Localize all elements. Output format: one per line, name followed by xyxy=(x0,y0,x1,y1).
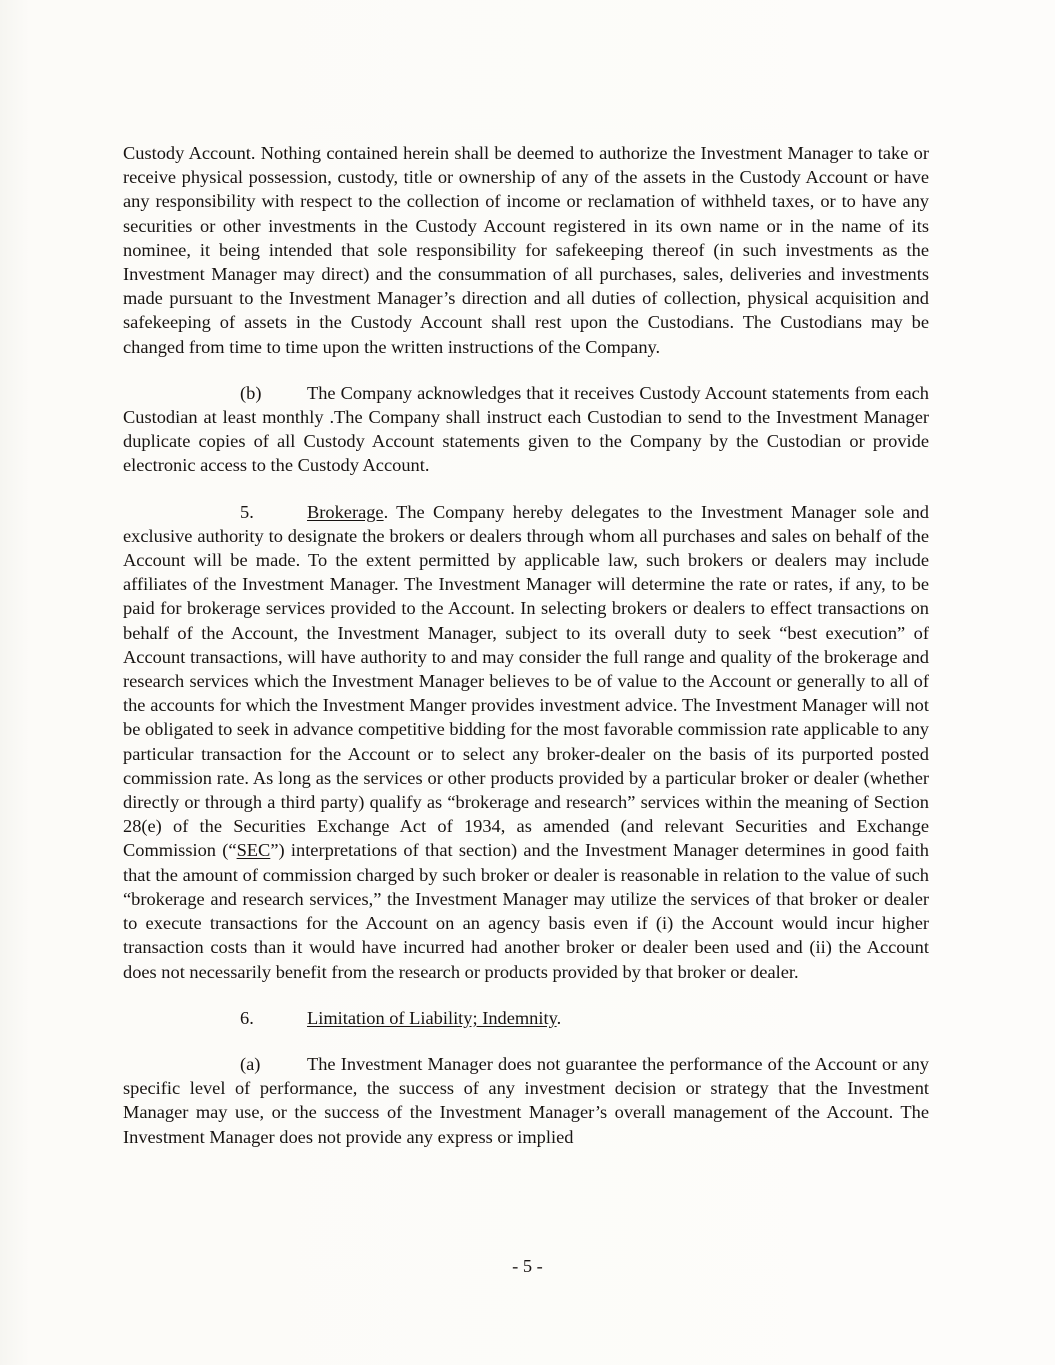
sec-abbreviation-underlined: SEC xyxy=(236,840,271,861)
page-number: - 5 - xyxy=(512,1256,543,1276)
paragraph-text: The Investment Manager does not guarantee the performance of the Account or any specific level of performance, the success of any investment decision or strategy that the Investment Manager may use, or the success of the Investment Manager’s overall management of the Account. The Investment Manager does not provide any express or implied xyxy=(123,1053,929,1147)
section-6-heading-paragraph xyxy=(123,1006,929,1030)
paragraph-text: ”) interpretations of that section) and the Investment Manager determines in good faith that the amount of commission charged by such broker or dealer is reasonable in relation to the value of such “brokerage and research services,” the Investment Manager may utilize the services of that broker or dealer to execute transactions for the Account on an agency basis even if (i) the Account would incur higher transaction costs than it would have incurred had another broker or dealer been used and (ii) the Account does not necessarily benefit from the research or products provided by that broker or dealer. xyxy=(123,840,929,982)
section-number: 6. xyxy=(240,1007,254,1028)
list-item-label: (b) xyxy=(240,382,262,403)
paragraph-text: . xyxy=(556,1007,562,1028)
list-item-label: (a) xyxy=(240,1053,261,1074)
section-heading-brokerage: Brokerage xyxy=(307,501,384,522)
section-5-brokerage-paragraph xyxy=(123,500,929,984)
paragraph-text: . The Company hereby delegates to the Investment Manager sole and exclusive authority to designate the brokers or dealers through whom all purchases and sales on behalf of the Account will be made. To the extent permitted by applicable law, such brokers or dealers may include affiliates of the Investment Manager. The Investment Manager will determine the rate or rates, if any, to be paid for brokerage services provided to the Account. In selecting brokers or dealers to effect transactions on behalf of the Account, the Investment Manager, subject to its overall duty to seek “best execution” of Account transactions, will have authority to and may consider the full range and quality of the brokerage and research services which the Investment Manager believes to be of value to the Account or generally to all of the accounts for which the Investment Manger provides investment advice. The Investment Manager will not be obligated to seek in advance competitive bidding for the most favorable commission rate applicable to any particular transaction for the Account or to select any broker-dealer on the basis of its purported posted commission rate. As long as the services or other products provided by a particular broker or dealer (whether directly or through a third party) qualify as “brokerage and research” services within the meaning of Section 28(e) of the Securities Exchange Act of 1934, as amended (and relevant Securities and Exchange Commission (“ xyxy=(123,501,929,861)
document-body xyxy=(123,141,929,1171)
paragraph-custody-account-continuation xyxy=(123,141,929,359)
paragraph-text: Custody Account. Nothing contained herein shall be deemed to authorize the Investment Manager to take or receive physical possession, custody, title or ownership of any of the assets in the Custody Account or have any responsibility with respect to the collection of income or reclamation of withheld taxes, or to have any securities or other investments in the Custody Account registered in its own name or in the name of its nominee, it being intended that sole responsibility for safekeeping thereof (in such investments as the Investment Manager may direct) and the consummation of all purchases, sales, deliveries and investments made pursuant to the Investment Manager’s direction and all duties of collection, physical acquisition and safekeeping of assets in the Custody Account shall rest upon the Custodians. The Custodians may be changed from time to time upon the written instructions of the Company. xyxy=(123,143,929,357)
section-heading-limitation-of-liability: Limitation of Liability; Indemnity xyxy=(307,1007,557,1028)
section-number: 5. xyxy=(240,501,254,522)
paragraph-text: The Company acknowledges that it receives Custody Account statements from each Custodian at least monthly .The Company shall instruct each Custodian to send to the Investment Manager duplicate copies of all Custody Account statements given to the Company by the Custodian or provide electronic access to the Custody Account. xyxy=(123,382,929,476)
paragraph-b xyxy=(123,381,929,478)
paragraph-a xyxy=(123,1052,929,1149)
